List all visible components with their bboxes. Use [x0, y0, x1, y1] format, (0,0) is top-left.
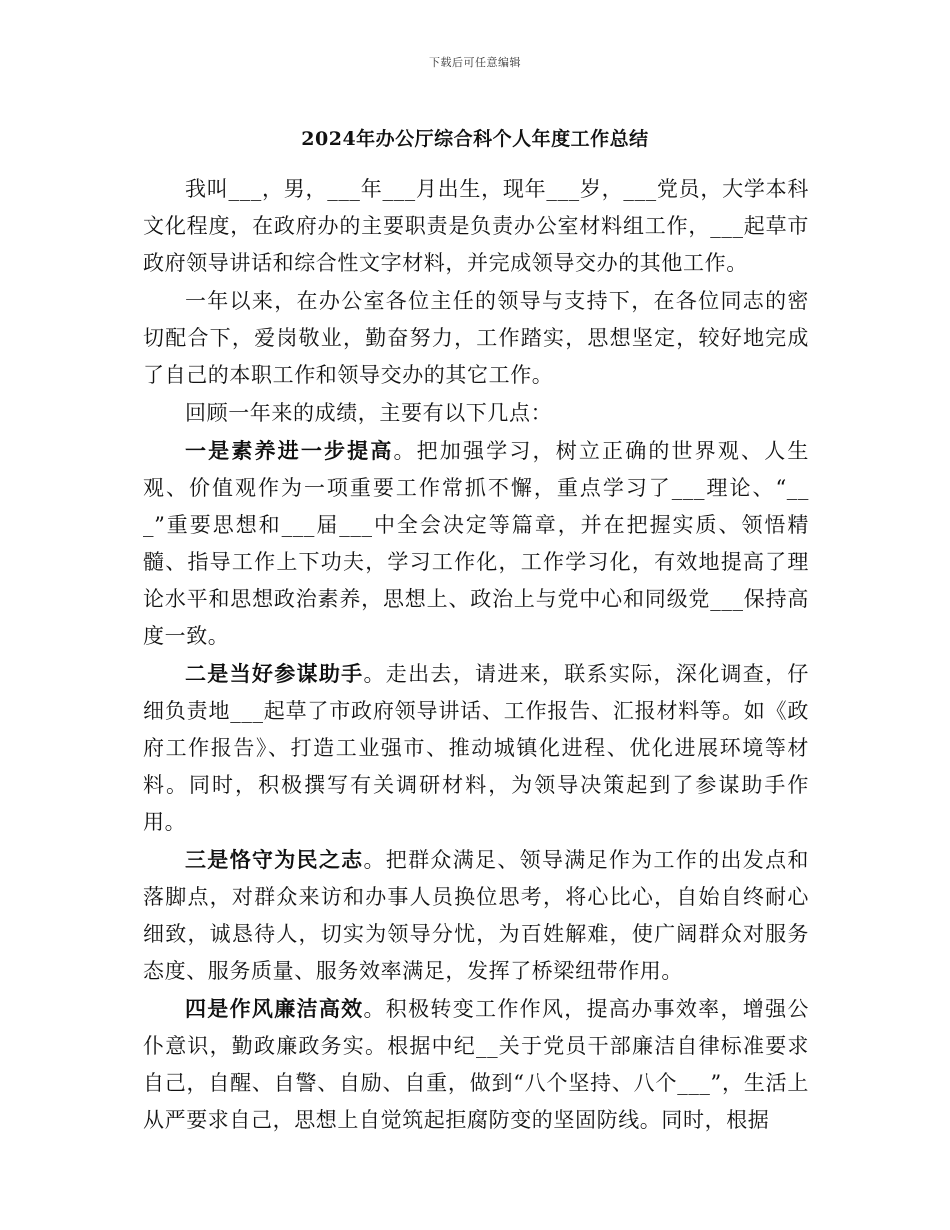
paragraph-intro [143, 170, 809, 282]
paragraph-point-4 [143, 990, 809, 1139]
paragraph-text: 。走出去，请进来，联系实际，深化调查，仔细负责地___起草了市政府领导讲话、工作报告、汇报材料等。如《政府工作报告》、打造工业强市、推动城镇化进程、优化进展环境等材料。同时，积极撰写有关调研材料，为领导决策起到了参谋助手作用。 [143, 662, 809, 834]
paragraph-point-1 [143, 432, 809, 655]
paragraph-text: 。把加强学习，树立正确的世界观、人生观、价值观作为一项重要工作常抓不懈，重点学习了___理论、“___”重要思想和___届___中全会决定等篇章，并在把握实质、领悟精髓、指导工作上下功夫，学习工作化，工作学习化，有效地提高了理论水平和思想政治素养，思想上、政治上与党中心和同级党___保持高度一致。 [143, 439, 809, 648]
paragraph-overview [143, 282, 809, 394]
paragraph-text: 。积极转变工作作风，提高办事效率，增强公仆意识，勤政廉政务实。根据中纪__关于党员干部廉洁自律标准要求自己，自醒、自警、自励、自重，做到“八个坚持、八个___”，生活上从严要求自己，思想上自觉筑起拒腐防变的坚固防线。同时，根据 [143, 997, 809, 1132]
paragraph-lead: 四是作风廉洁高效 [185, 996, 364, 1021]
paragraph-lead: 三是恪守为民之志 [185, 847, 364, 872]
paragraph-lead: 一是素养进一步提高 [185, 438, 394, 463]
paragraph-review [143, 394, 809, 432]
document-body [143, 170, 809, 1139]
paragraph-text: 回顾一年来的成绩，主要有以下几点： [185, 401, 553, 425]
document-title: 2024年办公厅综合科个人年度工作总结 [301, 128, 649, 150]
page-header-note: 下载后可任意编辑 [429, 56, 521, 69]
paragraph-point-2 [143, 655, 809, 841]
paragraph-point-3 [143, 841, 809, 990]
paragraph-text: 我叫___，男，___年___月出生，现年___岁，___党员，大学本科文化程度，在政府办的主要职责是负责办公室材料组工作，___起草市政府领导讲话和综合性文字材料，并完成领导交办的其他工作。 [143, 177, 809, 275]
paragraph-lead: 二是当好参谋助手 [185, 661, 364, 686]
paragraph-text: 一年以来，在办公室各位主任的领导与支持下，在各位同志的密切配合下，爱岗敬业，勤奋努力，工作踏实，思想坚定，较好地完成了自己的本职工作和领导交办的其它工作。 [143, 289, 809, 387]
paragraph-text: 。把群众满足、领导满足作为工作的出发点和落脚点，对群众来访和办事人员换位思考，将心比心，自始自终耐心细致，诚恳待人，切实为领导分忧，为百姓解难，使广阔群众对服务态度、服务质量、服务效率满足，发挥了桥梁纽带作用。 [143, 848, 809, 983]
